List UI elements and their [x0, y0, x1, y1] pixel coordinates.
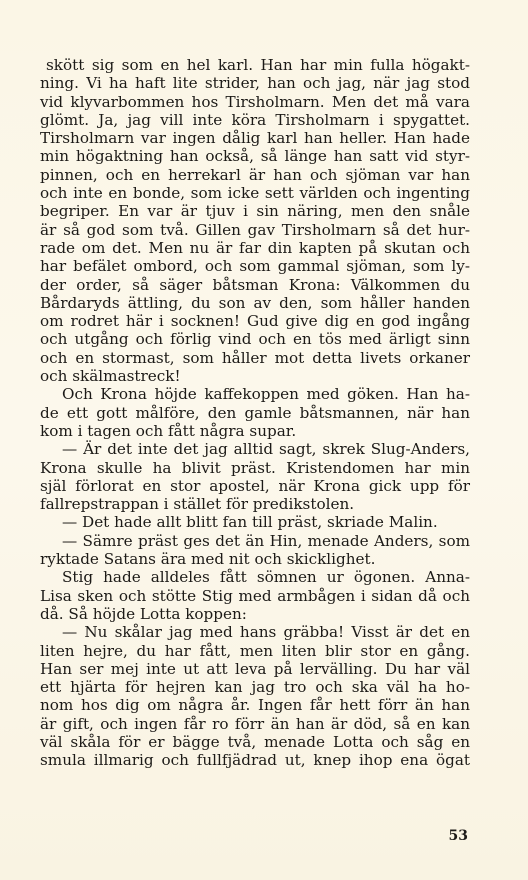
text-line: begriper. En var är tjuv i sin näring, men den snåle: [40, 202, 470, 221]
text-line: är gift, och ingen får ro förr än han är död, så en kan: [40, 714, 470, 733]
text-line: nom hos dig om några år. Ingen får hett förr än han: [40, 696, 470, 715]
text-line: kom i tagen och fått några supar.: [40, 421, 297, 440]
text-line: liten hejre, du har fått, men liten blir stor en gång.: [40, 641, 470, 660]
text-line: fallrepstrappan i stället för predikstolen.: [40, 495, 355, 514]
text-line: smula illmarig och fullfjädrad ut, knep ihop ena ögat: [40, 751, 470, 770]
text-line: då. Så höjde Lotta koppen:: [40, 604, 247, 623]
text-line: — Nu skålar jag med hans gräbba! Visst är det en: [62, 623, 470, 642]
text-line: Och Krona höjde kaffekoppen med göken. Han ha-: [62, 385, 470, 404]
text-line: ett hjärta för hejren kan jag tro och ska väl ha ho-: [40, 678, 470, 697]
text-line: pinnen, och en herrekarl är han och sjöman var han: [40, 165, 470, 184]
body-text: [40, 56, 470, 770]
text-line: min högaktning han också, så länge han satt vid styr-: [40, 147, 470, 166]
text-line: vid klyvarbommen hos Tirsholmarn. Men det må vara: [40, 92, 470, 111]
text-line: är så god som två. Gillen gav Tirsholmarn så det hur-: [40, 220, 470, 239]
text-line: och en stormast, som håller mot detta livets orkaner: [40, 348, 470, 367]
text-line: de ett gott målföre, den gamle båtsmannen, när han: [40, 403, 470, 422]
text-line: väl skåla för er bägge två, menade Lotta och såg en: [40, 732, 470, 751]
text-line: Krona skulle ha blivit präst. Kristendomen har min: [40, 458, 470, 477]
text-line: — Sämre präst ges det än Hin, menade Anders, som: [62, 531, 470, 550]
text-line: Stig hade alldeles fått sömnen ur ögonen. Anna-: [62, 568, 470, 587]
text-line: — Är det inte det jag alltid sagt, skrek Slug-Anders,: [62, 440, 470, 459]
text-line: — Det hade allt blitt fan till präst, skriade Malin.: [62, 513, 438, 532]
text-line: Han ser mej inte ut att leva på lervälling. Du har väl: [40, 659, 470, 678]
text-line: har befälet ombord, och som gammal sjöman, som ly-: [40, 257, 470, 276]
text-line: der order, så säger båtsman Krona: Välkommen du: [40, 275, 470, 294]
text-line: om rodret här i socknen! Gud give dig en god ingång: [40, 312, 470, 331]
text-line: Bårdaryds ättling, du son av den, som håller handen: [40, 293, 470, 312]
text-line: och inte en bonde, som icke sett världen och ingenting: [40, 184, 470, 203]
text-line: Lisa sken och stötte Stig med armbågen i sidan då och: [40, 586, 470, 605]
text-line: ryktade Satans ära med nit och skicklighet.: [40, 550, 376, 569]
text-line: själ förlorat en stor apostel, när Krona gick upp för: [40, 476, 470, 495]
text-line: och skälmastreck!: [40, 367, 181, 386]
text-line: skött sig som en hel karl. Han har min fulla högakt-: [46, 56, 470, 74]
text-line: Tirsholmarn var ingen dålig karl han heller. Han hade: [40, 129, 470, 148]
text-line: rade om det. Men nu är far din kapten på skutan och: [40, 238, 470, 257]
text-line: ning. Vi ha haft lite strider, han och jag, när jag stod: [40, 74, 470, 93]
text-line: glömt. Ja, jag vill inte köra Tirsholmarn i spygattet.: [40, 110, 470, 129]
page-number: 53: [448, 828, 468, 844]
text-line: och utgång och förlig vind och en tös med ärligt sinn: [40, 330, 470, 349]
